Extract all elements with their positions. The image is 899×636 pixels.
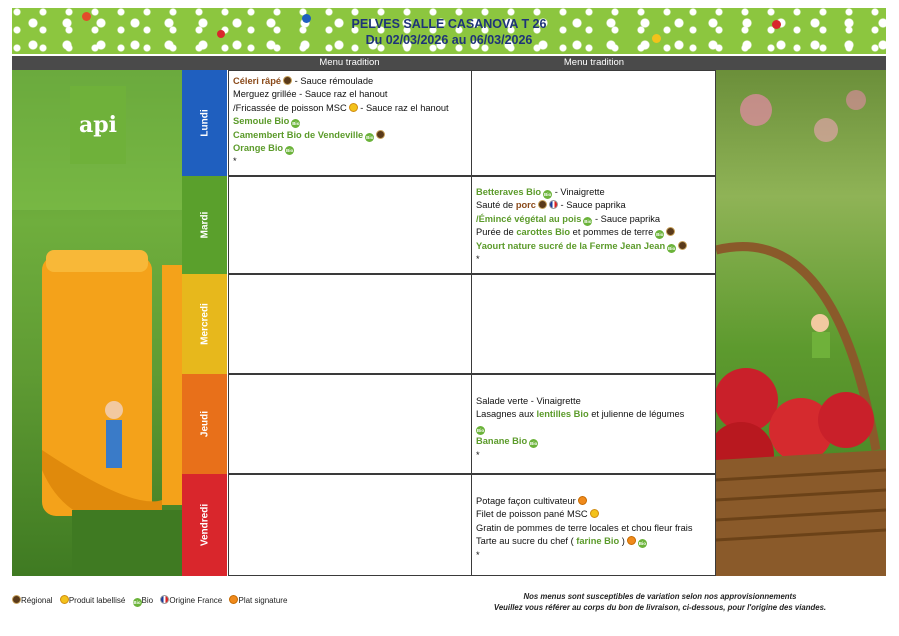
api-logo: api — [79, 112, 117, 138]
day-label-mercredi: Mercredi — [182, 274, 227, 374]
dish-line: * — [476, 254, 480, 265]
regional-icon — [666, 227, 675, 236]
disclaimer-line-1: Nos menus sont susceptibles de variation selon nos approvisionnements — [523, 592, 797, 601]
bio-icon: Bio — [133, 600, 141, 605]
menu-cell-jeudi — [471, 374, 716, 474]
date-range: Du 02/03/2026 au 06/03/2026 — [365, 33, 533, 47]
day-label-mardi: Mardi — [182, 176, 227, 274]
signature-dish-icon — [578, 496, 587, 505]
france-flag-icon — [549, 200, 558, 209]
bio-icon: Bio — [285, 148, 294, 154]
dish-line: Filet de poisson pané MSC — [476, 508, 711, 521]
day-label-lundi: Lundi — [182, 70, 227, 176]
bio-icon: Bio — [366, 134, 374, 140]
column-header-2: Menu tradition — [563, 57, 625, 68]
dish-line: Camembert Bio de Vendeville Bio — [233, 129, 467, 142]
regional-icon — [678, 241, 687, 250]
bio-icon: Bio — [476, 427, 485, 433]
dish-line: /Fricassée de poisson MSC - Sauce raz el hanout — [233, 102, 449, 113]
disclaimer-note — [450, 591, 870, 613]
menu-cell-mercredi-1 — [228, 274, 472, 374]
label-icon — [590, 509, 599, 518]
label-icon — [60, 595, 69, 604]
dish-line: Orange Bio Bio — [233, 143, 294, 154]
menu-cell-lundi-2 — [471, 70, 716, 176]
regional-icon — [538, 200, 547, 209]
regional-icon — [376, 130, 385, 139]
dish-line: Semoule Bio Bio — [233, 116, 300, 127]
legend-label: Produit labellisé — [68, 596, 126, 605]
menu-cell-mercredi-2 — [471, 274, 716, 374]
regional-icon — [12, 595, 21, 604]
bio-icon: Bio — [543, 192, 552, 197]
dish-line: * — [233, 156, 237, 167]
bio-icon: Bio — [530, 441, 538, 447]
page-title: PELVES SALLE CASANOVA T 26 — [351, 17, 547, 31]
column-header-1: Menu tradition — [319, 57, 380, 68]
legend-regional: Régional — [21, 596, 53, 605]
bio-icon: Bio — [292, 121, 300, 127]
dish-line: Gratin de pommes de terre locales et chou fleur frais — [476, 522, 693, 533]
day-label-jeudi: Jeudi — [182, 374, 227, 474]
bio-icon: Bio — [656, 232, 664, 238]
dish-line: /Émincé végétal au pois Bio - Sauce paprika — [476, 213, 661, 224]
dish-line — [476, 422, 711, 435]
bio-icon: Bio — [584, 218, 592, 224]
day-label-vendredi: Vendredi — [182, 474, 227, 576]
menu-cell-mardi — [471, 176, 716, 274]
signature-dish-icon — [627, 536, 636, 545]
dish-line: Lasagnes aux lentilles Bio et julienne de légumes — [476, 409, 685, 420]
legend-france: Origine France — [169, 596, 223, 605]
dish-line: Tarte au sucre du chef ( farine Bio ) Bio — [476, 536, 646, 547]
legend-bio: Bio — [141, 596, 154, 605]
bio-icon: Bio — [638, 541, 646, 547]
dish-line: Potage façon cultivateur — [476, 495, 711, 508]
legend-signature: Plat signature — [238, 596, 288, 605]
menu-cell-vendredi-1 — [228, 474, 472, 576]
regional-icon — [283, 76, 292, 85]
bio-icon: Bio — [668, 245, 676, 251]
boots-photo — [12, 70, 182, 576]
menu-cell-lundi — [228, 70, 472, 176]
dish-line: * — [476, 449, 480, 460]
basket-illustration — [716, 70, 886, 576]
dish-line: Salade verte - Vinaigrette — [476, 396, 581, 406]
legend — [12, 595, 290, 607]
apple-basket-photo — [716, 70, 886, 576]
dish-line: Sauté de porc - Sauce paprika — [476, 200, 626, 211]
menu-header — [12, 8, 886, 54]
column-header-bar — [12, 56, 886, 70]
label-icon — [349, 103, 358, 112]
dish-line: Banane Bio Bio — [476, 436, 538, 447]
dish-line: Betteraves Bio Bio - Vinaigrette — [476, 187, 605, 197]
france-flag-icon — [160, 595, 169, 604]
dish-line: * — [476, 549, 480, 560]
menu-cell-mardi-1 — [228, 176, 472, 274]
dish-line: Yaourt nature sucré de la Ferme Jean Jean Bio — [476, 240, 711, 253]
dish-line: Merguez grillée - Sauce raz el hanout — [233, 89, 388, 100]
disclaimer-line-2: Veuillez vous référer au corps du bon de livraison, ci-dessous, pour l'origine des viandes. — [493, 603, 827, 612]
menu-cell-vendredi — [471, 474, 716, 576]
menu-cell-jeudi-1 — [228, 374, 472, 474]
dish-line: Purée de carottes Bio et pommes de terre Bio — [476, 226, 711, 239]
dish-line: Céleri râpé - Sauce rémoulade — [233, 76, 374, 86]
